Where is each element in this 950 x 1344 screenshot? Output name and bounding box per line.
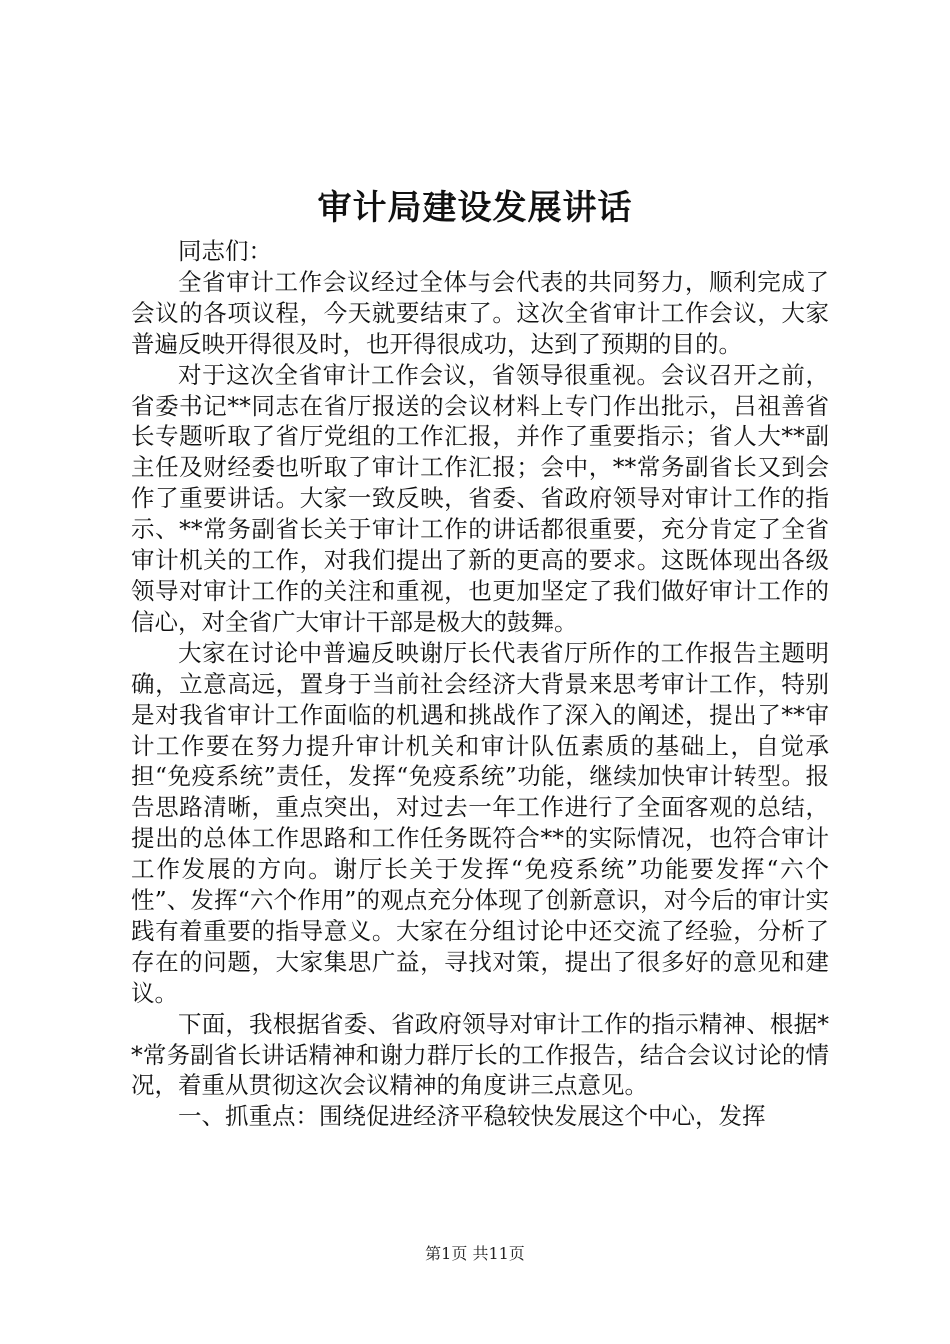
paragraph-4: 下面，我根据省委、省政府领导对审计工作的指示精神、根据**常务副省长讲话精神和谢力群厅长的工作报告，结合会议讨论的情况，着重从贯彻这次会议精神的角度讲三点意见。 (131, 1009, 829, 1100)
page-number: 第1页 共11页 (425, 1244, 525, 1263)
paragraph-2: 对于这次全省审计工作会议，省领导很重视。会议召开之前，省委书记**同志在省厅报送的会议材料上专门作出批示，吕祖善省长专题听取了省厅党组的工作汇报，并作了重要指示；省人大**副主任及财经委也听取了审计工作汇报；会中，**常务副省长又到会作了重要讲话。大家一致反映，省委、省政府领导对审计工作的指示、**常务副省长关于审计工作的讲话都很重要，充分肯定了全省审计机关的工作，对我们提出了新的更高的要求。这既体现出各级领导对审计工作的关注和重视，也更加坚定了我们做好审计工作的信心，对全省广大审计干部是极大的鼓舞。 (131, 360, 829, 636)
paragraph-1: 全省审计工作会议经过全体与会代表的共同努力，顺利完成了会议的各项议程，今天就要结束了。这次全省审计工作会议，大家普遍反映开得很及时，也开得很成功，达到了预期的目的。 (131, 267, 829, 358)
salutation: 同志们： (178, 237, 272, 265)
document-title: 审计局建设发展讲话 (317, 188, 633, 228)
paragraph-3: 大家在讨论中普遍反映谢厅长代表省厅所作的工作报告主题明确，立意高远，置身于当前社会经济大背景来思考审计工作，特别是对我省审计工作面临的机遇和挑战作了深入的阐述，提出了**审计工作要在努力提升审计机关和审计队伍素质的基础上，自觉承担“免疫系统”责任，发挥“免疫系统”功能，继续加快审计转型。报告思路清晰，重点突出，对过去一年工作进行了全面客观的总结，提出的总体工作思路和工作任务既符合**的实际情况，也符合审计工作发展的方向。谢厅长关于发挥“免疫系统”功能要发挥“六个性”、发挥“六个作用”的观点充分体现了创新意识，对今后的审计实践有着重要的指导意义。大家在分组讨论中还交流了经验，分析了存在的问题，大家集思广益，寻找对策，提出了很多好的意见和建议。 (131, 638, 829, 1007)
document-body (131, 236, 829, 1132)
page-footer (0, 1244, 950, 1264)
paragraph-5: 一、抓重点：围绕促进经济平稳较快发展这个中心，发挥 (178, 1102, 766, 1131)
